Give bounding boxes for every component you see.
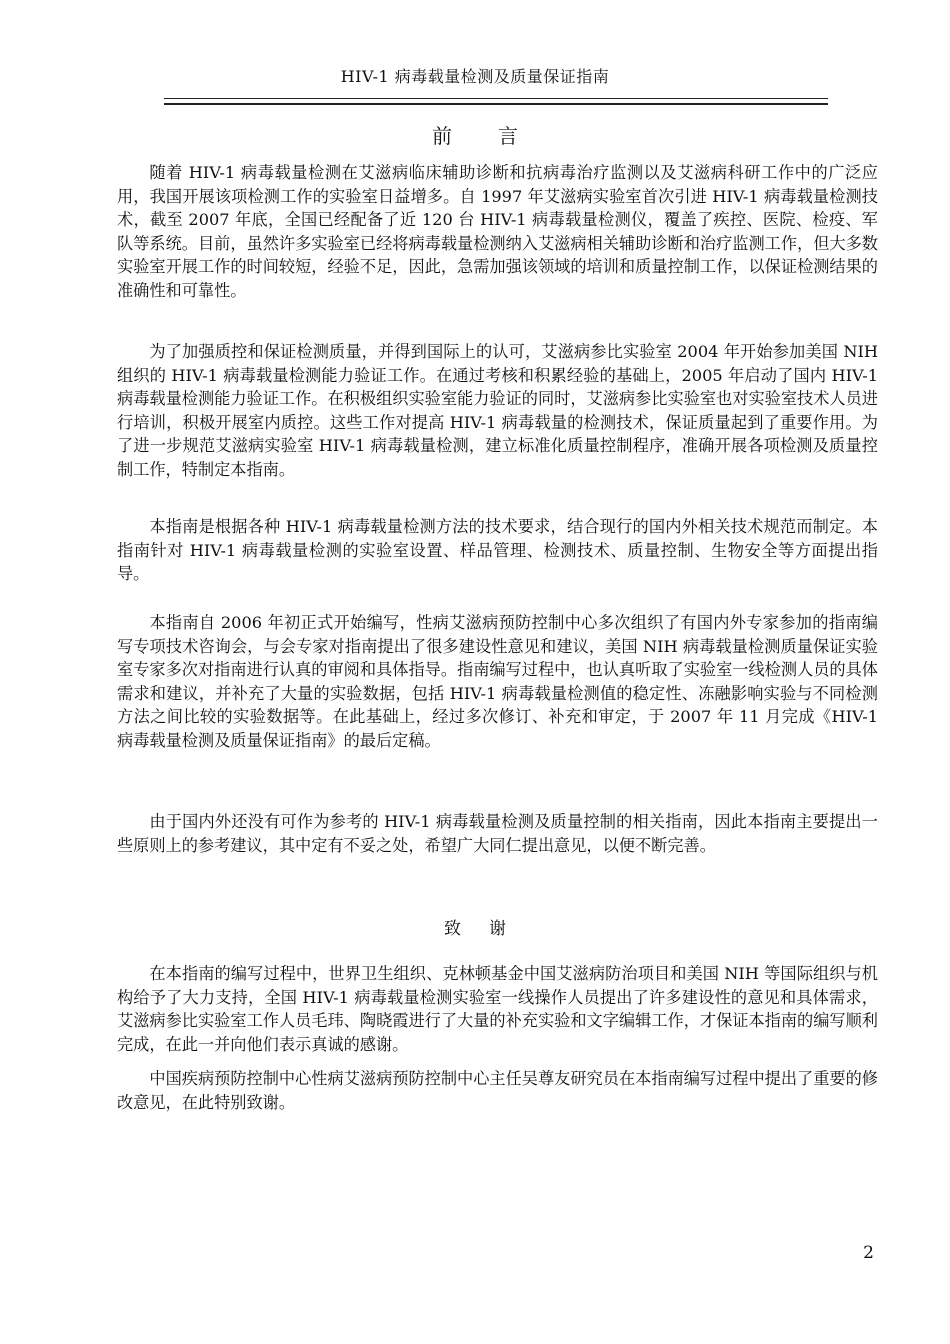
preface-paragraph-1: 随着 HIV-1 病毒载量检测在艾滋病临床辅助诊断和抗病毒治疗监测以及艾滋病科研工作中的广泛应用，我国开展该项检测工作的实验室日益增多。自 1997 年艾滋病实验室首次引进 HIV-1 病毒载量检测技术，截至 2007 年底，全国已经配备了近 120 台 HIV-1 病毒载量检测仪，覆盖了疾控、医院、检疫、军队等系统。目前，虽然许多实验室已经将病毒载量检测纳入艾滋病相关辅助诊断和治疗监测工作，但大多数实验室开展工作的时间较短，经验不足，因此，急需加强该领域的培训和质量控制工作，以保证检测结果的准确性和可靠性。 <box>117 163 878 300</box>
preface-title: 前言 <box>432 124 564 148</box>
acknowledgements-paragraph-1: 在本指南的编写过程中，世界卫生组织、克林顿基金中国艾滋病防治项目和美国 NIH 等国际组织与机构给予了大力支持，全国 HIV-1 病毒载量检测实验室一线操作人员提出了许多建设性的意见和具体需求，艾滋病参比实验室工作人员毛玮、陶晓霞进行了大量的补充实验和文字编辑工作，才保证本指南的编写顺利完成，在此一并向他们表示真诚的感谢。 <box>117 964 878 1054</box>
running-header: HIV-1 病毒载量检测及质量保证指南 <box>340 67 610 86</box>
page-number: 2 <box>863 1243 874 1263</box>
preface-paragraph-4: 本指南自 2006 年初正式开始编写，性病艾滋病预防控制中心多次组织了有国内外专家参加的指南编写专项技术咨询会，与会专家对指南提出了很多建设性意见和建议，美国 NIH 病毒载量检测质量保证实验室专家多次对指南进行认真的审阅和具体指导。指南编写过程中，也认真听取了实验室一线检测人员的具体需求和建议，并补充了大量的实验数据，包括 HIV-1 病毒载量检测值的稳定性、冻融影响实验与不同检测方法之间比较的实验数据等。在此基础上，经过多次修订、补充和审定，于 2007 年 11 月完成《HIV-1 病毒载量检测及质量保证指南》的最后定稿。 <box>117 613 878 750</box>
preface-paragraph-5: 由于国内外还没有可作为参考的 HIV-1 病毒载量检测及质量控制的相关指南，因此本指南主要提出一些原则上的参考建议，其中定有不妥之处，希望广大同仁提出意见，以便不断完善。 <box>117 812 878 855</box>
header-double-rule <box>164 98 828 105</box>
acknowledgements-title: 致谢 <box>444 919 534 939</box>
acknowledgements-paragraph-2: 中国疾病预防控制中心性病艾滋病预防控制中心主任吴尊友研究员在本指南编写过程中提出了重要的修改意见，在此特别致谢。 <box>117 1069 878 1112</box>
preface-paragraph-3: 本指南是根据各种 HIV-1 病毒载量检测方法的技术要求，结合现行的国内外相关技术规范而制定。本指南针对 HIV-1 病毒载量检测的实验室设置、样品管理、检测技术、质量控制、生物安全等方面提出指导。 <box>117 517 878 583</box>
preface-paragraph-2: 为了加强质控和保证检测质量，并得到国际上的认可，艾滋病参比实验室 2004 年开始参加美国 NIH 组织的 HIV-1 病毒载量检测能力验证工作。在通过考核和积累经验的基础上，2005 年启动了国内 HIV-1 病毒载量检测能力验证工作。在积极组织实验室能力验证的同时，艾滋病参比实验室也对实验室技术人员进行培训，积极开展室内质控。这些工作对提高 HIV-1 病毒载量的检测技术，保证质量起到了重要作用。为了进一步规范艾滋病实验室 HIV-1 病毒载量检测，建立标准化质量控制程序，准确开展各项检测及质量控制工作，特制定本指南。 <box>117 342 878 479</box>
